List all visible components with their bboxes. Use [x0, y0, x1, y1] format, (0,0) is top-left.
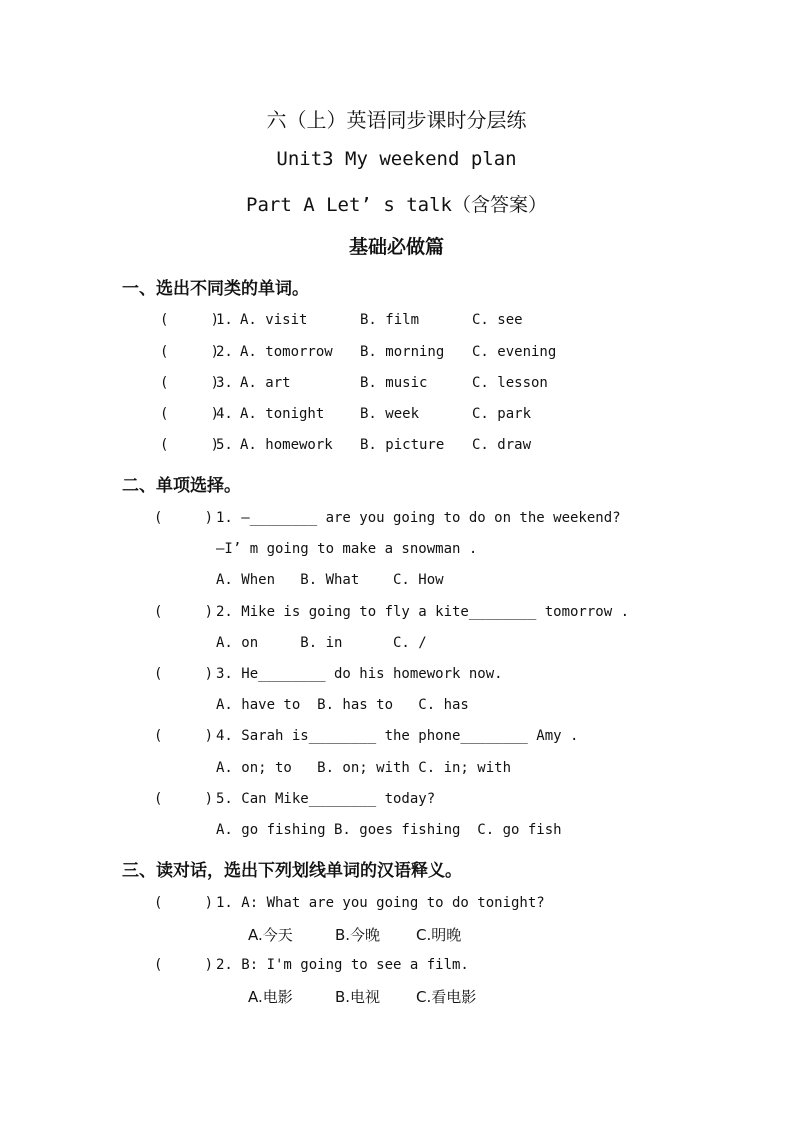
answer-blank[interactable]: ( ) — [154, 957, 214, 973]
option-b: B. morning — [360, 344, 445, 360]
question-text: 2. Mike is going to fly a kite________ tomorrow . — [216, 604, 630, 620]
item-number: 5. — [216, 437, 233, 453]
item-number: 3. — [216, 375, 233, 391]
page-title: 六（上）英语同步课时分层练 — [266, 108, 527, 132]
option-c: C. see — [472, 312, 523, 328]
answer-blank[interactable]: ( ) — [160, 312, 220, 328]
option-a: A. visit — [240, 312, 308, 328]
option-c: C. lesson — [472, 375, 548, 391]
answer-blank[interactable]: ( ) — [160, 375, 220, 391]
answer-blank[interactable]: ( ) — [154, 728, 214, 744]
option-b: B.今晚 — [335, 926, 381, 944]
option-a: A. tomorrow — [240, 344, 333, 360]
question-text: 5. Can Mike________ today? — [216, 791, 436, 807]
section2-heading: 二、单项选择。 — [122, 476, 241, 496]
answer-blank[interactable]: ( ) — [154, 895, 214, 911]
question-text-2: —I’ m going to make a snowman . — [216, 541, 478, 557]
item-number: 1. — [216, 312, 233, 328]
answer-blank[interactable]: ( ) — [160, 406, 220, 422]
option-a: A. tonight — [240, 406, 325, 422]
option-c: C. draw — [472, 437, 532, 453]
option-a: A. art — [240, 375, 291, 391]
options-text: A. have to B. has to C. has — [216, 697, 469, 713]
option-c: C.看电影 — [416, 988, 477, 1006]
options-text: A. go fishing B. goes fishing C. go fish — [216, 822, 562, 838]
option-a: A. homework — [240, 437, 333, 453]
answer-blank[interactable]: ( ) — [154, 791, 214, 807]
item-number: 2. — [216, 344, 233, 360]
answer-blank[interactable]: ( ) — [154, 510, 214, 526]
option-c: C. park — [472, 406, 532, 422]
question-text: 2. B: I'm going to see a film. — [216, 957, 469, 973]
option-c: C.明晚 — [416, 926, 462, 944]
options-text: A. on; to B. on; with C. in; with — [216, 760, 512, 776]
answer-blank[interactable]: ( ) — [154, 666, 214, 682]
answer-blank[interactable]: ( ) — [160, 437, 220, 453]
option-c: C. evening — [472, 344, 557, 360]
section3-heading: 三、读对话，选出下列划线单词的汉语释义。 — [122, 861, 462, 881]
question-text: 4. Sarah is________ the phone________ Amy . — [216, 728, 579, 744]
option-b: B. picture — [360, 437, 445, 453]
option-b: B.电视 — [335, 988, 381, 1006]
question-text: 3. He________ do his homework now. — [216, 666, 503, 682]
answer-blank[interactable]: ( ) — [154, 604, 214, 620]
level-title: 基础必做篇 — [348, 236, 444, 258]
options-text: A. on B. in C. / — [216, 635, 427, 651]
option-b: B. film — [360, 312, 420, 328]
unit-title: Unit3 My weekend plan — [276, 148, 517, 170]
answer-blank[interactable]: ( ) — [160, 344, 220, 360]
option-b: B. week — [360, 406, 420, 422]
section1-heading: 一、选出不同类的单词。 — [122, 279, 309, 299]
item-number: 4. — [216, 406, 233, 422]
question-text: 1. A: What are you going to do tonight? — [216, 895, 545, 911]
options-text: A. When B. What C. How — [216, 572, 444, 588]
part-title: Part A Let’ s talk（含答案） — [246, 194, 547, 216]
question-text: 1. —________ are you going to do on the weekend? — [216, 510, 621, 526]
option-a: A.电影 — [248, 988, 293, 1006]
option-a: A.今天 — [248, 926, 293, 944]
option-b: B. music — [360, 375, 428, 391]
